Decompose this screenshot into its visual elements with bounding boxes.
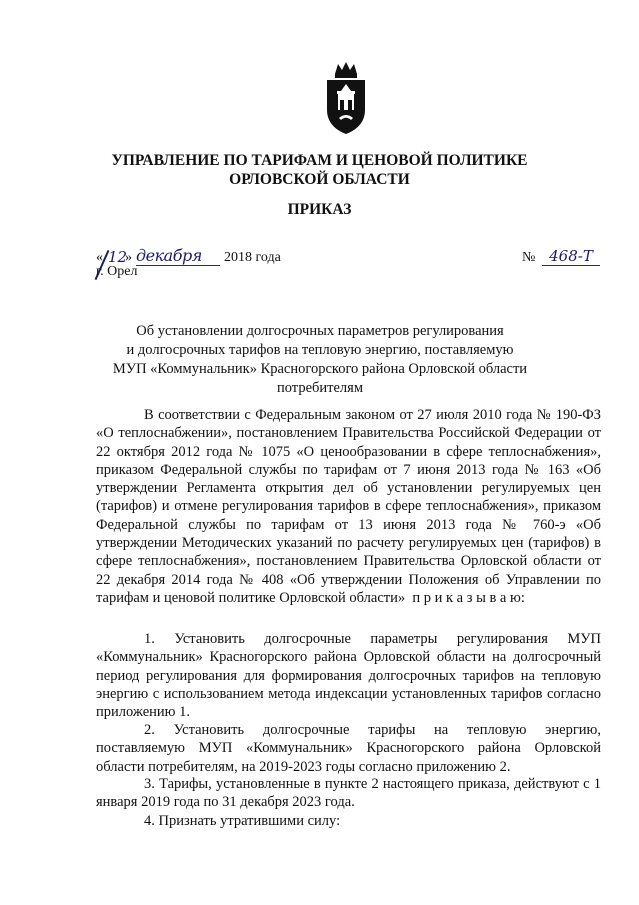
order-item-2-text: 2. Установить долгосрочные тарифы на тепловую энергию, поставляемую МУП «Коммунальник» Красногорского района Орловской области потребителям, на 2019-2023 годы согласно приложению 2. <box>96 722 601 775</box>
order-item-3-text: 3. Тарифы, установленные в пункте 2 настоящего приказа, действуют с 1 января 2019 года по 31 декабря 2023 года. <box>96 776 601 811</box>
date-quote-open: « <box>96 250 103 265</box>
order-item-4 <box>96 812 601 830</box>
preamble-text: В соответствии с Федеральным законом от 27 июля 2010 года № 190-ФЗ «О теплоснабжении», постановлением Правительства Российской Федерации от 22 октября 2012 года № 1075 «О ценообразовании в сфере теплоснабжения», приказом Федеральной службы по тарифам от 7 июня 2013 года № 163 «Об утверждении Регламента открытия дел об установлении регулируемых цен (тарифов) и отмене регулирования тарифов в сфере теплоснабжения», приказом Федеральной службы по тарифам от 13 июня 2013 года № 760-э «Об утверждении Методических указаний по расчету регулируемых цен (тарифов) в сфере теплоснабжения», постановлением Правительства Орловской области от 22 декабря 2014 года № 408 «Об утверждении Положения об Управлении по тарифам и ценовой политике Орловской области» <box>96 407 601 606</box>
order-item-1-text: 1. Установить долгосрочные параметры регулирования МУП «Коммунальник» Красногорского района Орловской области на долгосрочный период регулирования для формирования долгосрочных тарифов на тепловую энергию с использованием метода индексации установленных тарифов согласно приложению 1. <box>96 631 601 721</box>
order-item-2 <box>96 721 601 776</box>
agency-name-line1: УПРАВЛЕНИЕ ПО ТАРИФАМ И ЦЕНОВОЙ ПОЛИТИКЕ <box>111 152 528 169</box>
subject-line: и долгосрочных тарифов на тепловую энергию, поставляемую <box>126 342 514 358</box>
date-day-handwritten: 12 <box>108 248 128 266</box>
preamble-closing: п р и к а з ы в а ю: <box>412 589 525 606</box>
date-month-handwritten: декабря <box>136 246 202 265</box>
order-item-1 <box>96 630 601 721</box>
date-underline <box>136 265 220 266</box>
order-subject <box>80 322 560 398</box>
order-item-3 <box>96 775 601 812</box>
number-sign: № <box>522 250 536 265</box>
preamble-paragraph <box>96 406 601 607</box>
subject-line: МУП «Коммунальник» Красногорского района Орловской области <box>112 361 528 377</box>
city-name: г. Орел <box>96 264 138 279</box>
coat-of-arms-icon <box>323 60 369 136</box>
order-title: ПРИКАЗ <box>287 201 352 218</box>
date-year: 2018 года <box>224 250 281 265</box>
order-number-handwritten: 468-Т <box>549 247 593 265</box>
order-number <box>522 247 612 272</box>
date-quote-close: » <box>125 250 132 265</box>
order-item-4-text: 4. Признать утратившими силу: <box>144 813 341 829</box>
subject-line: Об установлении долгосрочных параметров регулирования <box>136 323 504 339</box>
agency-name-line2: ОРЛОВСКОЙ ОБЛАСТИ <box>229 171 410 188</box>
number-underline <box>542 265 600 266</box>
subject-line: потребителям <box>276 380 363 396</box>
